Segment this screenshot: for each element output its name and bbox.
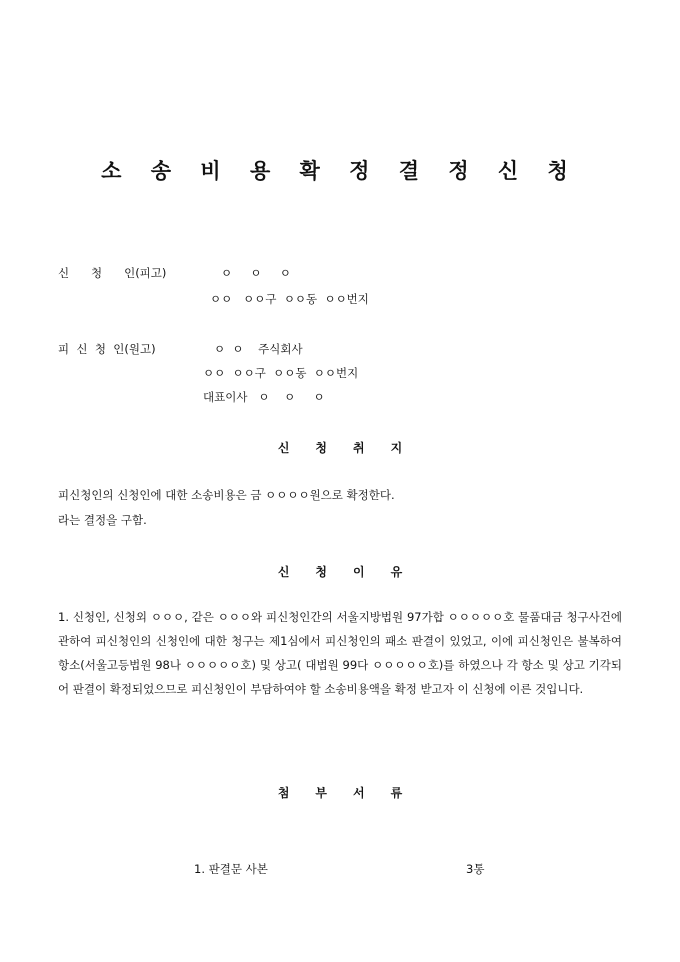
applicant-address: ㅇㅇ ㅇㅇ구 ㅇㅇ동 ㅇㅇ번지	[210, 292, 369, 306]
applicant-name: ㅇ ㅇ ㅇ	[221, 266, 291, 280]
respondent-label: 피 신 청 인(원고)	[58, 342, 156, 356]
attachment-item-label: 1. 판결문 사본	[194, 862, 268, 876]
purpose-heading: 신청취지	[277, 441, 429, 455]
attachments-heading: 첨부서류	[277, 786, 429, 800]
applicant-label: 신 청 인(피고)	[58, 266, 167, 280]
document-title: 소 송 비 용 확 정 결 정 신 청	[101, 158, 579, 183]
respondent-address: ㅇㅇ ㅇㅇ구 ㅇㅇ동 ㅇㅇ번지	[203, 366, 359, 380]
purpose-line: 피신청인의 신청인에 대한 소송비용은 금 ㅇㅇㅇㅇ원으로 확정한다.	[58, 488, 395, 502]
respondent-name: ㅇ ㅇ 주식회사	[214, 342, 303, 356]
respondent-representative: 대표이사 ㅇ ㅇ ㅇ	[203, 390, 325, 404]
purpose-line: 라는 결정을 구함.	[58, 513, 147, 527]
attachment-item-count: 3통	[466, 862, 485, 876]
reason-heading: 신청이유	[277, 565, 429, 579]
reason-paragraph: 1. 신청인, 신청외 ㅇㅇㅇ, 같은 ㅇㅇㅇ와 피신청인간의 서울지방법원 97가합 ㅇㅇㅇㅇㅇ호 물품대금 청구사건에 관하여 피신청인의 신청인에 대한 청구는 제1심에서 피신청인의 패소 판결이 있었고, 이에 피신청인은 불복하여 항소(서울고등법원 98나 ㅇㅇㅇㅇㅇ호) 및 상고( 대법원 99다 ㅇㅇㅇㅇㅇ호)를 하였으나 각 항소 및 상고 기각되어 판결이 확정되었으므로 피신청인이 부담하여야 할 소송비용액을 확정 받고자 이 신청에 이른 것입니다.	[58, 610, 622, 696]
